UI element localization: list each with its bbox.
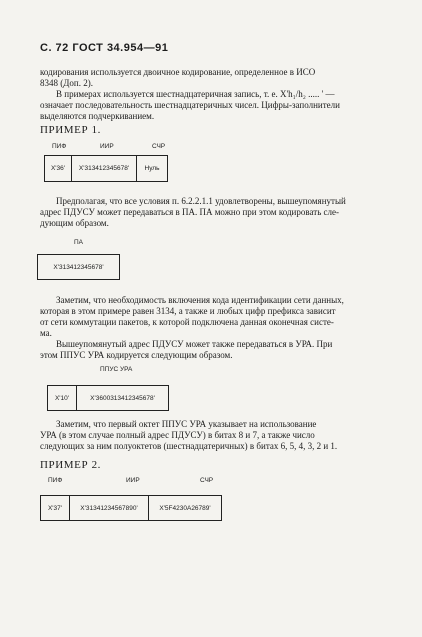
para-line: от сети коммутации пакетов, к которой подключена данная оконечная систе- [40,317,334,327]
page-header: С. 72 ГОСТ 34.954—91 [40,42,169,54]
para-line: этом ППУС УРА кодируется следующим образом. [40,350,233,360]
para-line: означает последовательность шестнадцатеричных чисел. Цифры-заполнители [40,100,340,110]
para-line: УРА (в этом случае полный адрес ПДУСУ) в битах 8 и 7, а также число [40,430,315,440]
para-line: Предполагая, что все условия п. 6.2.2.1.1 удовлетворены, вышеупомянутый [56,196,346,206]
cell-schr: X'5F4230A26789' [148,496,221,520]
example-2-address-box [40,495,222,521]
para-line: Заметим, что первый октет ППУС УРА указывает на использование [56,419,317,429]
para-line: кодирования используется двоичное кодирование, определенное в ИСО [40,67,316,77]
para-line: ма. [40,328,52,338]
para-line: Заметим, что необходимость включения кода идентификации сети данных, [56,295,344,305]
label-ppus: ППУС УРА [100,366,133,373]
ppus-box [47,385,169,411]
pa-box [37,254,120,280]
para-line: дующим образом. [40,218,109,228]
para-line: Вышеупомянутый адрес ПДУСУ может также передаваться в УРА. При [56,339,333,349]
label-schr: СЧР [152,143,166,150]
para-line: В примерах используется шестнадцатеричная запись, т. е. X'h₁/h₂ ..... ' — [56,89,335,99]
label-pa: ПА [74,239,84,246]
label-iir: ИИР [126,477,140,484]
cell-iir: X'31341234567890' [69,496,148,520]
cell-schr: Нуль [136,156,167,181]
para-line: следующих за ним полуоктетов (шестнадцатеричных) в битах 6, 5, 4, 3, 2 и 1. [40,441,338,451]
cell-pa: X'313412345678' [53,263,104,271]
cell-ppus-first-octet: X'10' [54,394,70,402]
para-line: 8348 (Доп. 2). [40,78,93,88]
example-1-heading: ПРИМЕР 1. [40,124,102,136]
example-2-heading: ПРИМЕР 2. [40,459,102,471]
para-line: выделяются подчеркиванием. [40,111,155,121]
cell-ppus-address: X'3600313412345678' [76,386,168,410]
para-line: адрес ПДУСУ может передаваться в ПА. ПА можно при этом кодировать сле- [40,207,340,217]
label-schr: СЧР [200,477,214,484]
example-1-address-box [44,155,168,182]
label-pif: ПИФ [48,477,63,484]
cell-iir: X'313412345678' [71,156,136,181]
label-iir: ИИР [100,143,114,150]
label-pif: ПИФ [52,143,67,150]
cell-pif: X'37' [47,504,63,512]
cell-pif: X'36' [50,165,66,172]
para-line: которая в этом примере равен 3134, а также и любых цифр префикса зависит [40,306,336,316]
